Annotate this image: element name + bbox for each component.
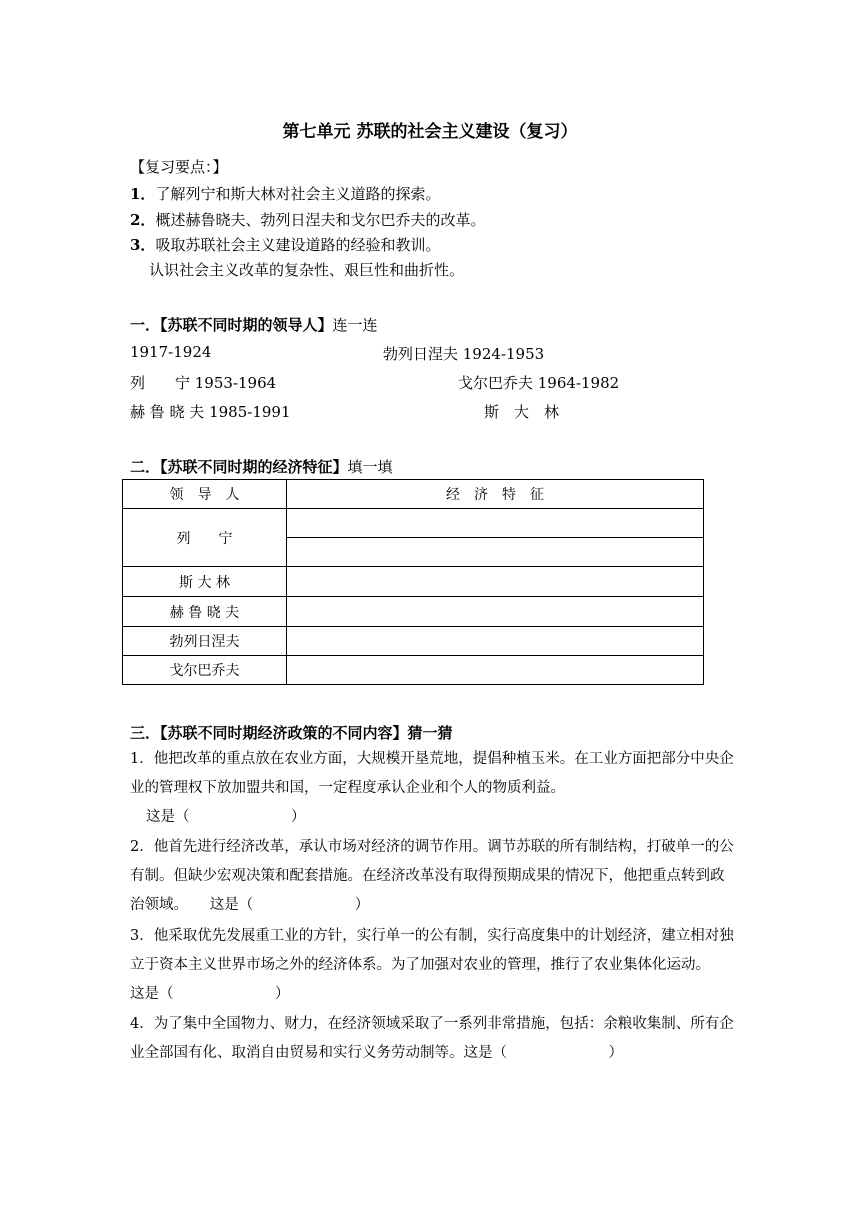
leader-cell: 列 宁 (123, 509, 287, 567)
question-num: 4． (130, 1016, 154, 1032)
review-heading: 【复习要点：】 (130, 158, 228, 176)
feature-cell[interactable] (287, 597, 704, 627)
answer-blank[interactable]: 这是（ ） (463, 1045, 623, 1061)
review-item-text: 吸取苏联社会主义建设道路的经验和教训。 (155, 236, 441, 254)
leader-left-2: 列 宁 1953-1964 (130, 374, 277, 392)
table-header-row (123, 480, 704, 509)
feature-cell[interactable] (287, 627, 704, 656)
leader-cell: 勃列日涅夫 (123, 627, 287, 656)
review-item-3 (130, 234, 440, 255)
question-1 (130, 745, 735, 832)
feature-cell[interactable] (287, 567, 704, 597)
question-2 (130, 833, 735, 920)
leader-right-2: 戈尔巴乔夫 1964-1982 (458, 374, 620, 392)
question-4 (130, 1010, 735, 1068)
question-text: 他首先进行经济改革，承认市场对经济的调节作用。调节苏联的所有制结构，打破单一的公有制。但缺少宏观决策和配套措施。在经济改革没有取得预期成果的情况下，他把重点转到政治领域。 (130, 839, 734, 913)
question-3 (130, 922, 735, 1009)
answer-blank[interactable]: 这是（ ） (130, 986, 290, 1002)
question-text: 他把改革的重点放在农业方面，大规模开垦荒地，提倡种植玉米。在工业方面把部分中央企业的管理权下放加盟共和国，一定程度承认企业和个人的物质利益。 (130, 751, 734, 796)
header-leader: 领 导 人 (123, 480, 287, 509)
section-task: 连一连 (332, 316, 378, 334)
review-item-num: 2． (130, 211, 156, 229)
leader-left-1: 1917-1924 (130, 343, 212, 361)
section-heading: 【苏联不同时期的经济特征】 (160, 458, 348, 476)
answer-blank[interactable]: 这是（ ） (209, 897, 370, 913)
table-row (123, 567, 704, 597)
leader-cell: 戈尔巴乔夫 (123, 656, 287, 685)
review-item-num: 1． (130, 185, 156, 203)
section-task: 猜一猜 (407, 724, 453, 742)
leader-cell: 斯 大 林 (123, 567, 287, 597)
table-row (123, 597, 704, 627)
question-text: 他采取优先发展重工业的方针，实行单一的公有制，实行高度集中的计划经济，建立相对独立于资本主义世界市场之外的经济体系。为了加强对农业的管理，推行了农业集体化运动。 (130, 928, 734, 973)
section2-title (130, 456, 393, 477)
answer-blank[interactable]: 这是（ ） (146, 809, 306, 825)
review-item-2 (130, 209, 485, 230)
table-row (123, 627, 704, 656)
leader-right-1: 勃列日涅夫 1924-1953 (383, 345, 545, 363)
section-heading: 【苏联不同时期经济政策的不同内容】 (160, 724, 408, 742)
review-item-text: 了解列宁和斯大林对社会主义道路的探索。 (155, 185, 441, 203)
header-feature: 经 济 特 征 (287, 480, 704, 509)
section-num: 三． (130, 724, 161, 742)
table-row (123, 656, 704, 685)
question-num: 1． (130, 751, 154, 767)
review-item-text: 概述赫鲁晓夫、勃列日涅夫和戈尔巴乔夫的改革。 (155, 211, 486, 229)
section1-title (130, 314, 378, 335)
feature-cell[interactable] (287, 656, 704, 685)
section-num: 一． (130, 316, 161, 334)
review-item-num: 3． (130, 236, 156, 254)
economy-table (122, 479, 704, 685)
review-item-1 (130, 183, 440, 204)
question-num: 2． (130, 839, 154, 855)
feature-cell[interactable] (287, 509, 704, 538)
question-num: 3． (130, 928, 154, 944)
section-num: 二． (130, 458, 161, 476)
page-title: 第七单元 苏联的社会主义建设（复习） (282, 122, 578, 142)
leader-cell: 赫 鲁 晓 夫 (123, 597, 287, 627)
feature-cell[interactable] (287, 538, 704, 567)
leader-right-3: 斯 大 林 (484, 403, 560, 421)
leader-left-3: 赫 鲁 晓 夫 1985-1991 (130, 403, 291, 421)
table-row (123, 509, 704, 538)
section-task: 填一填 (347, 458, 393, 476)
review-extra: 认识社会主义改革的复杂性、艰巨性和曲折性。 (149, 261, 465, 279)
question-text: 为了集中全国物力、财力，在经济领域采取了一系列非常措施，包括：余粮收集制、所有企业全部国有化、取消自由贸易和实行义务劳动制等。 (130, 1016, 734, 1061)
section3-title (130, 722, 453, 743)
section-heading: 【苏联不同时期的领导人】 (160, 316, 333, 334)
